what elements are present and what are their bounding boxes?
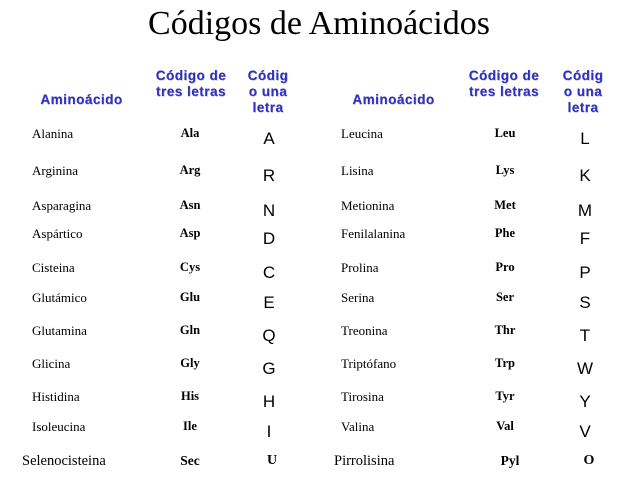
header-amino-label: Aminoácido [352, 92, 435, 107]
three-letter-code-right: Phe [494, 226, 516, 240]
table-row [0, 414, 638, 446]
table-row [0, 318, 638, 350]
three-letter-code-right: Lys [495, 163, 515, 177]
header-three-line1: Código de [155, 68, 227, 83]
three-letter-code-right: Ser [495, 290, 515, 304]
header-one-line1: Códig [562, 68, 604, 83]
three-letter-code-right: Val [496, 419, 514, 433]
three-letter-code-left: Asp [179, 226, 201, 240]
amino-name-right: Serina [341, 290, 375, 305]
header-one-line1: Códig [247, 68, 289, 83]
one-letter-code-left: A [263, 129, 275, 148]
amino-name-right: Leucina [341, 126, 383, 141]
one-letter-code-right: Y [579, 392, 591, 411]
three-letter-code-left: Ala [180, 126, 200, 140]
three-letter-code-right: Thr [494, 323, 516, 337]
one-letter-code-right: K [579, 166, 591, 185]
header-one-line2: o una [563, 84, 603, 99]
three-letter-code-left: Glu [179, 290, 201, 304]
one-letter-code-right: P [579, 263, 591, 282]
header-three-line1: Código de [468, 68, 540, 83]
one-letter-code-left: D [262, 229, 276, 248]
amino-name-left: Glicina [32, 356, 71, 371]
one-letter-code-left: I [266, 422, 272, 441]
amino-name-right: Prolina [341, 260, 379, 275]
amino-name-right: Triptófano [341, 356, 397, 371]
amino-name-left: Glutámico [32, 290, 87, 305]
three-letter-code-right: Met [494, 198, 516, 212]
one-letter-code-right: W [576, 359, 594, 378]
header-one-letter-left [238, 68, 298, 116]
amino-name-left: Glutamina [32, 323, 87, 338]
header-one-line3: letra [252, 100, 284, 115]
table-row [0, 255, 638, 287]
one-letter-code-right: O [583, 453, 595, 468]
header-one-letter-right [553, 68, 613, 116]
one-letter-code-right: F [579, 229, 591, 248]
one-letter-code-left: H [262, 392, 276, 411]
header-three-line2: tres letras [155, 84, 227, 99]
table-row [0, 445, 638, 477]
page-title: Códigos de Aminoácidos [148, 5, 490, 42]
amino-name-left: Asparagina [32, 198, 92, 213]
amino-name-right: Valina [341, 419, 375, 434]
three-letter-code-left: His [180, 389, 200, 403]
three-letter-code-left: Cys [179, 260, 201, 274]
one-letter-code-left: U [266, 453, 278, 468]
table-row [0, 351, 638, 383]
one-letter-code-right: T [579, 326, 591, 345]
one-letter-code-left: R [262, 166, 276, 185]
three-letter-code-right: Tyr [495, 389, 515, 403]
header-one-line2: o una [248, 84, 288, 99]
table-row [0, 121, 638, 153]
header-three-line2: tres letras [468, 84, 540, 99]
amino-name-left: Histidina [32, 389, 80, 404]
three-letter-code-right: Trp [495, 356, 515, 370]
three-letter-code-right: Leu [494, 126, 516, 140]
one-letter-code-left: C [262, 263, 276, 282]
amino-name-right: Pirrolisina [334, 453, 395, 469]
header-one-line3: letra [567, 100, 599, 115]
one-letter-code-right: L [580, 129, 590, 148]
amino-name-right: Metionina [341, 198, 395, 213]
header-three-letter-left [146, 68, 236, 100]
amino-name-right: Lisina [341, 163, 374, 178]
header-amino-label: Aminoácido [40, 92, 123, 107]
three-letter-code-left: Sec [180, 453, 200, 468]
three-letter-code-left: Asn [179, 198, 201, 212]
amino-name-left: Aspártico [32, 226, 83, 241]
header-amino-right [336, 92, 451, 108]
three-letter-code-left: Arg [179, 163, 201, 177]
amino-name-right: Tirosina [341, 389, 384, 404]
amino-name-left: Alanina [32, 126, 74, 141]
table-row [0, 285, 638, 317]
one-letter-code-right: V [579, 422, 591, 441]
three-letter-code-left: Gly [180, 356, 200, 370]
amino-name-left: Cisteina [32, 260, 75, 275]
amino-name-left: Selenocisteina [22, 453, 106, 469]
header-amino-left [24, 92, 139, 108]
amino-name-right: Treonina [341, 323, 388, 338]
one-letter-code-left: Q [262, 326, 276, 345]
table-row [0, 384, 638, 416]
amino-name-left: Isoleucina [32, 419, 86, 434]
three-letter-code-left: Gln [179, 323, 201, 337]
one-letter-code-right: M [577, 201, 593, 220]
three-letter-code-right: Pro [495, 260, 515, 274]
amino-name-left: Arginina [32, 163, 78, 178]
header-three-letter-right [459, 68, 549, 100]
one-letter-code-right: S [579, 293, 591, 312]
amino-name-right: Fenilalanina [341, 226, 406, 241]
one-letter-code-left: G [262, 359, 276, 378]
one-letter-code-left: N [262, 201, 276, 220]
table-row [0, 158, 638, 190]
three-letter-code-right: Pyl [500, 453, 520, 468]
table-row [0, 221, 638, 253]
three-letter-code-left: Ile [183, 419, 197, 433]
one-letter-code-left: E [263, 293, 275, 312]
